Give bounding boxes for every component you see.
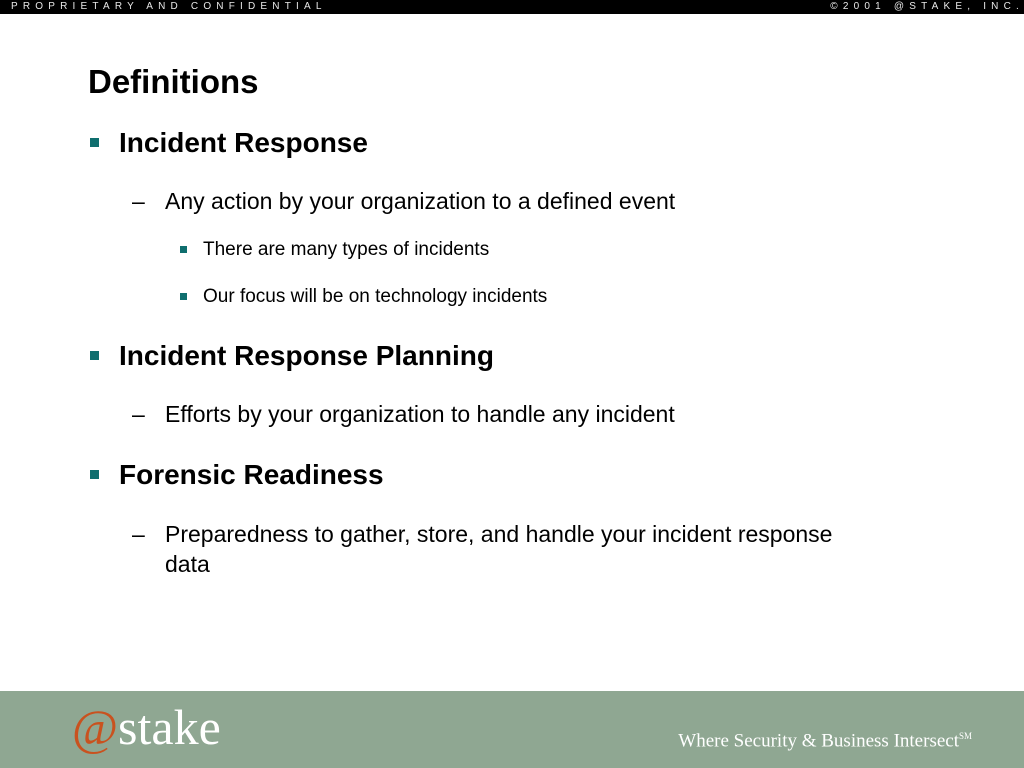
square-bullet-icon: [180, 246, 187, 253]
sub-list-item: There are many types of incidents: [203, 239, 490, 260]
copyright-notice: ©2001 @STAKE, INC.: [830, 1, 1024, 12]
list-item-continuation: data: [165, 551, 210, 577]
top-banner: [0, 0, 1024, 14]
confidentiality-notice: PROPRIETARY AND CONFIDENTIAL: [11, 1, 327, 12]
square-bullet-icon: [90, 351, 99, 360]
footer-band: [0, 691, 1024, 768]
list-item: Any action by your organization to a defined event: [165, 188, 676, 214]
square-bullet-icon: [180, 293, 187, 300]
dash-bullet-icon: –: [132, 401, 145, 427]
square-bullet-icon: [90, 138, 99, 147]
section-heading-incident-response: Incident Response: [119, 127, 368, 158]
logo-wordmark: stake: [118, 699, 221, 755]
company-logo: [72, 697, 221, 757]
section-heading-incident-response-planning: Incident Response Planning: [119, 340, 494, 371]
logo-at-sign: @: [72, 699, 119, 755]
slide-title: Definitions: [88, 63, 259, 100]
square-bullet-icon: [90, 470, 99, 479]
tagline-text: Where Security & Business Intersect: [678, 730, 959, 752]
tagline: [678, 724, 972, 753]
section-heading-forensic-readiness: Forensic Readiness: [119, 459, 384, 490]
service-mark: SM: [958, 731, 972, 741]
dash-bullet-icon: –: [132, 521, 145, 547]
sub-list-item: Our focus will be on technology incidents: [203, 286, 548, 307]
list-item: Preparedness to gather, store, and handle your incident response: [165, 521, 833, 547]
list-item: Efforts by your organization to handle any incident: [165, 401, 675, 427]
dash-bullet-icon: –: [132, 188, 145, 214]
